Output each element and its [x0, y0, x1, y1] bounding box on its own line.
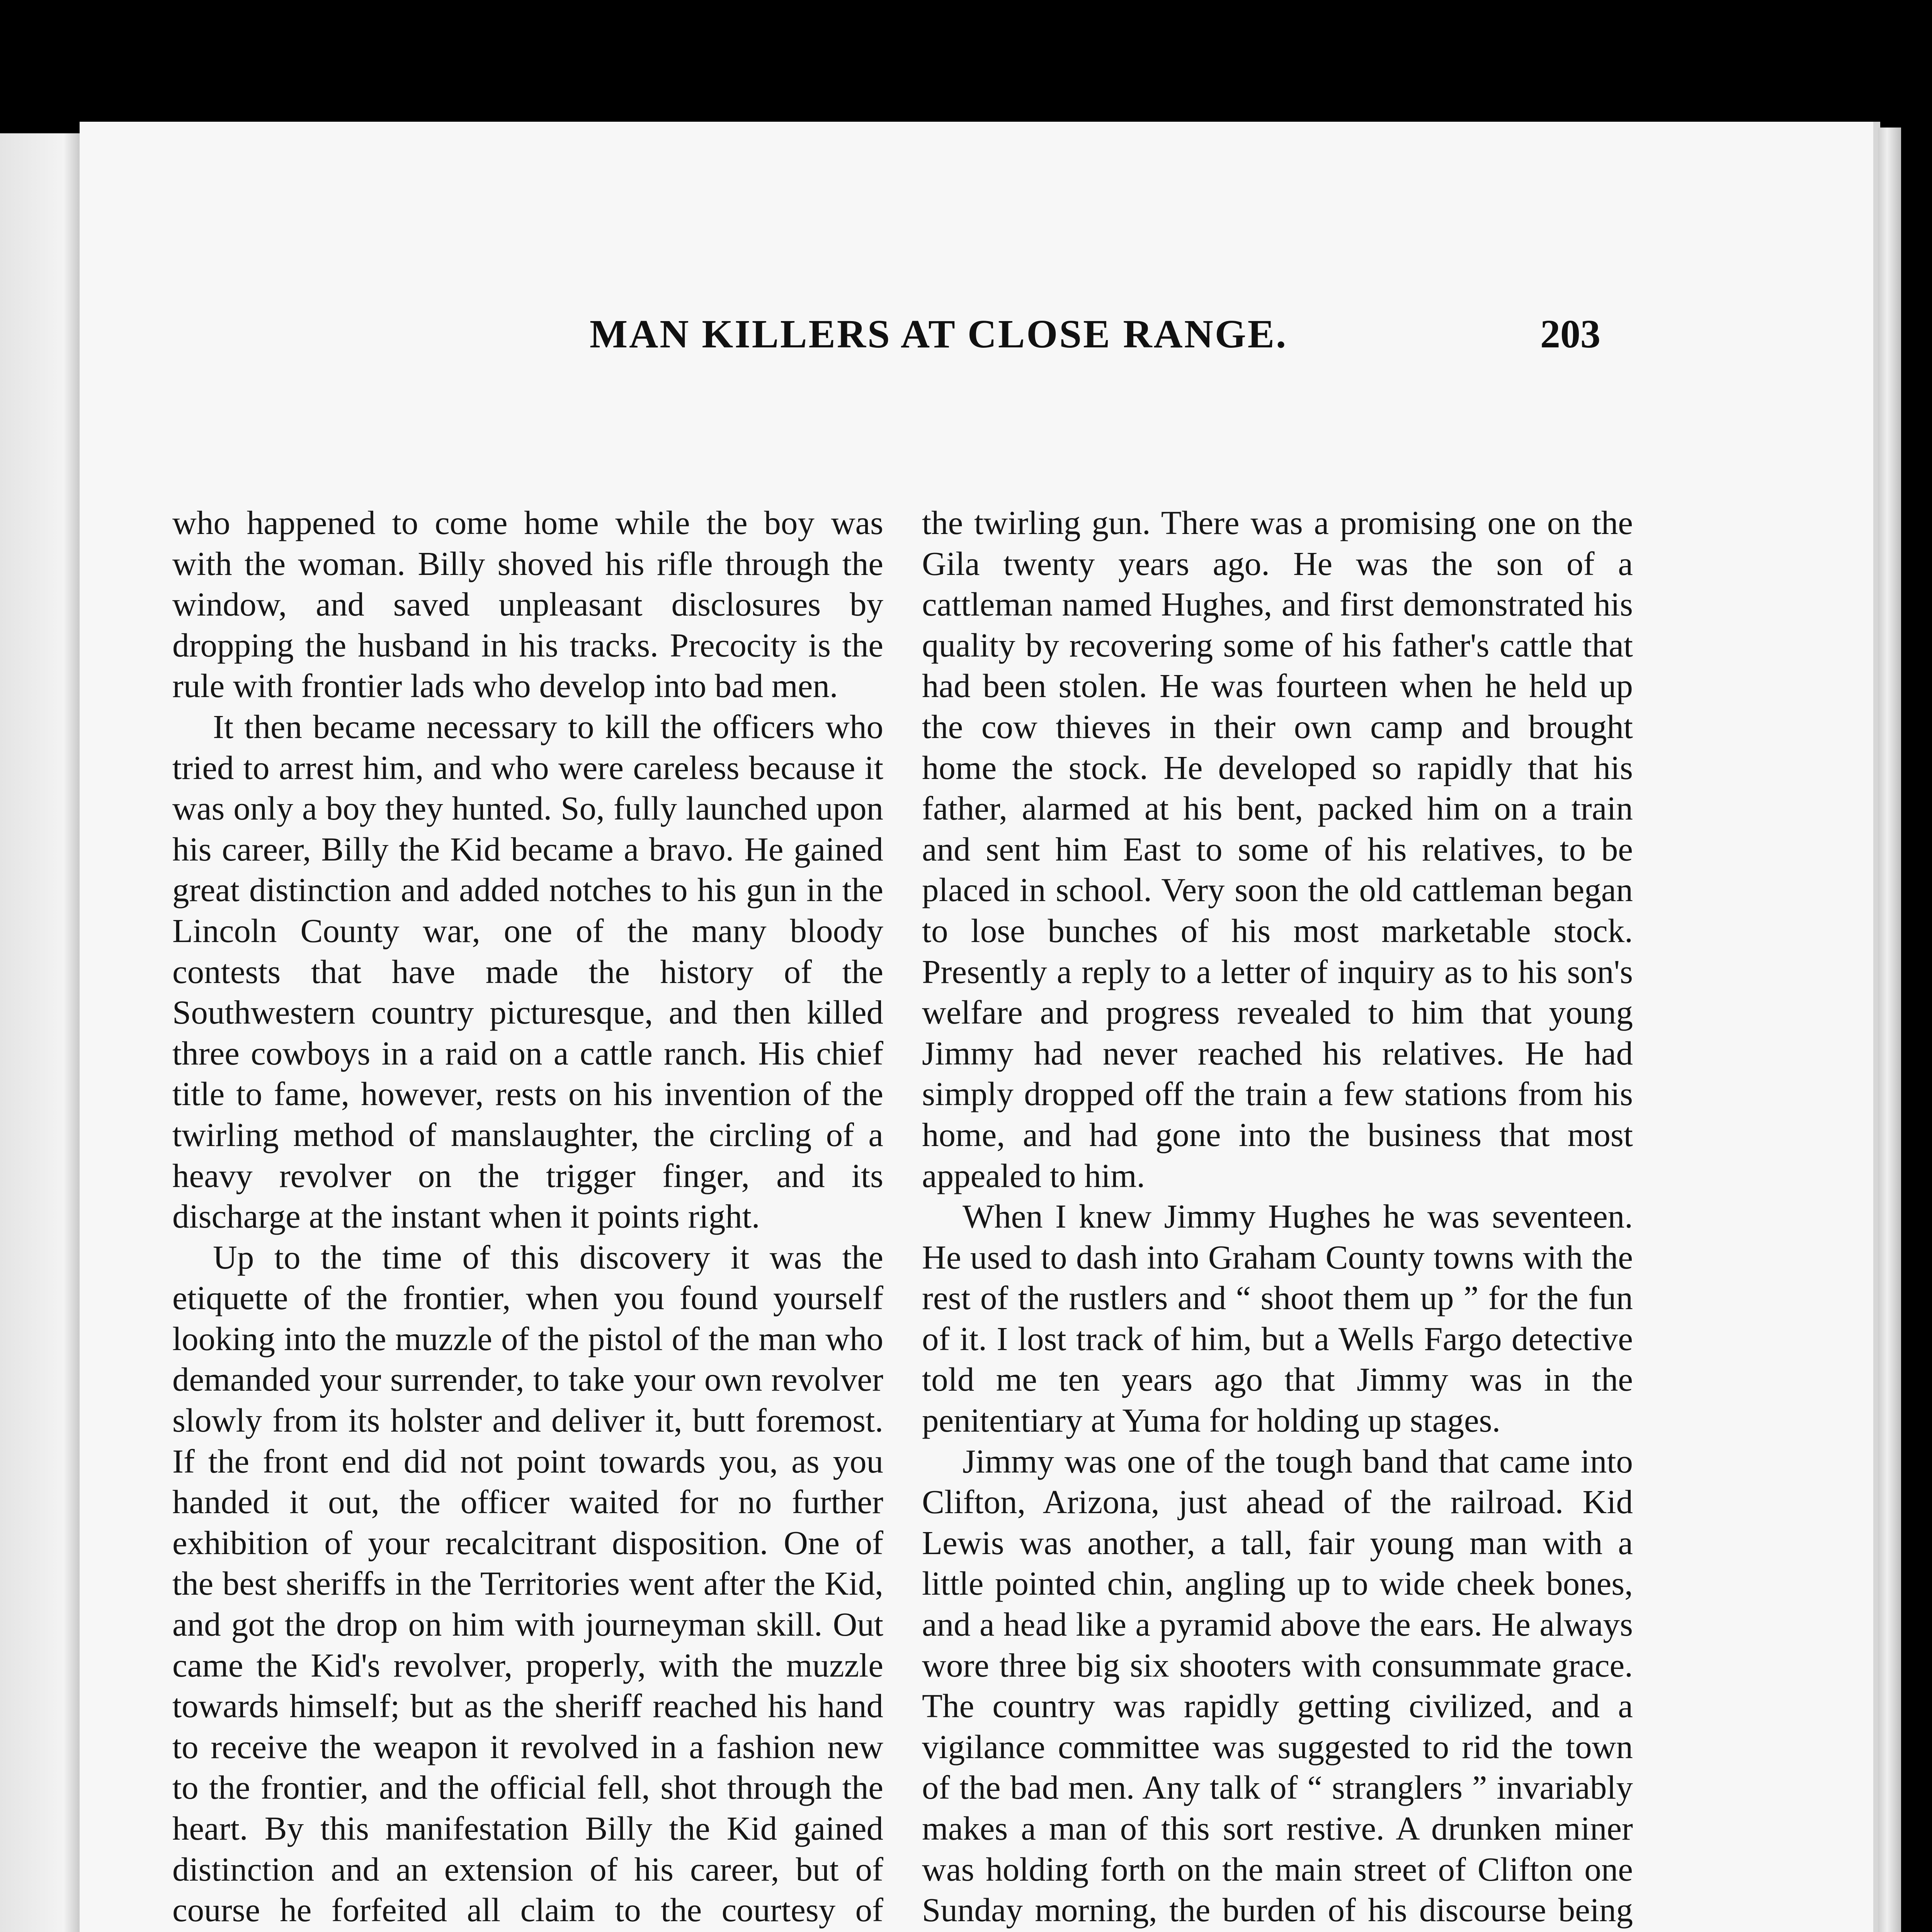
page-number: 203: [1540, 312, 1600, 356]
paragraph: who happened to come home while the boy was with the woman. Billy shoved his rifle through the window, and saved unpleasant disclosures by dropping the husband in his tracks. Precocity is the rule with frontier lads who develop into bad men.: [172, 504, 883, 705]
paragraph: It then became necessary to kill the officers who tried to arrest him, and who were careless because it was only a boy they hunted. So, fully launched upon his career, Billy the Kid became a bravo. He gained great distinction and added notches to his gun in the Lincoln County war, one of the many bloody contests that have made the history of the Southwestern country picturesque, and then killed three cowboys in a raid on a cattle ranch. His chief title to fame, however, rests on his invention of the twirling method of manslaughter, the circling of a heavy revolver on the trigger finger, and its discharge at the instant when it points right.: [172, 707, 883, 1235]
running-title: MAN KILLERS AT CLOSE RANGE.: [590, 312, 1288, 356]
paragraph: Up to the time of this discovery it was the etiquette of the frontier, when you found yourself looking into the muzzle of the pistol of the man who demanded your surrender, to take your own revolver slowly from its holster and deliver it, butt foremost. If the front end did not point towards you, as you handed it out, the officer waited for no further exhibition of your recalcitrant disposition. One of the best sheriffs in the Territories went after the Kid, and got the drop on him with journeyman skill. Out came the Kid's revolver, properly, with the muzzle towards himself; but as the sheriff reached his hand to receive the weapon it revolved in a fashion new to the frontier, and the official fell, shot through the heart. By this manifestation Billy the Kid gained distinction and an extension of his career, but of course he forfeited all claim to the courtesy of: [172, 1238, 883, 1929]
paragraph: When I knew Jimmy Hughes he was seventeen. He used to dash into Graham County towns with the rest of the rustlers and “ shoot them up ” for the fun of it. I lost track of him, but a Wells Fargo detective told me ten years ago that Jimmy was in the penitentiary at Yuma for holding up stages.: [922, 1197, 1633, 1439]
right-column: [922, 502, 1633, 1932]
paragraph: Jimmy was one of the tough band that came into Clifton, Arizona, just ahead of the railroad. Kid Lewis was another, a tall, fair young man with a little pointed chin, angling up to wide cheek bones, and a head like a pyramid above the ears. He always wore three big six shooters with consummate grace. The country was rapidly getting civilized, and a vigilance committee was suggested to rid the town of the bad men. Any talk of “ stranglers ” invariably makes a man of this sort restive. A drunken miner was holding forth on the main street of Clifton one Sunday morning, the burden of his discourse being: [922, 1442, 1633, 1929]
facing-page-edge: [0, 133, 80, 1932]
page-header: [80, 311, 1873, 388]
paragraph: the twirling gun. There was a promising one on the Gila twenty years ago. He was the son of a cattleman named Hughes, and first demonstrated his quality by recovering some of his father's cattle that had been stolen. He was fourteen when he held up the cow thieves in their own camp and brought home the stock. He developed so rapidly that his father, alarmed at his bent, packed him on a train and sent him East to some of his relatives, to be placed in school. Very soon the old cattleman began to lose bunches of his most marketable stock. Presently a reply to a letter of inquiry as to his son's welfare and progress revealed to him that young Jimmy had never reached his relatives. He had simply dropped off the train a few stations from his home, and had gone into the business that most appealed to him.: [922, 504, 1633, 1194]
book-page: [80, 122, 1880, 1932]
page-stack-edge: [1878, 128, 1901, 1932]
left-column: [172, 502, 883, 1932]
